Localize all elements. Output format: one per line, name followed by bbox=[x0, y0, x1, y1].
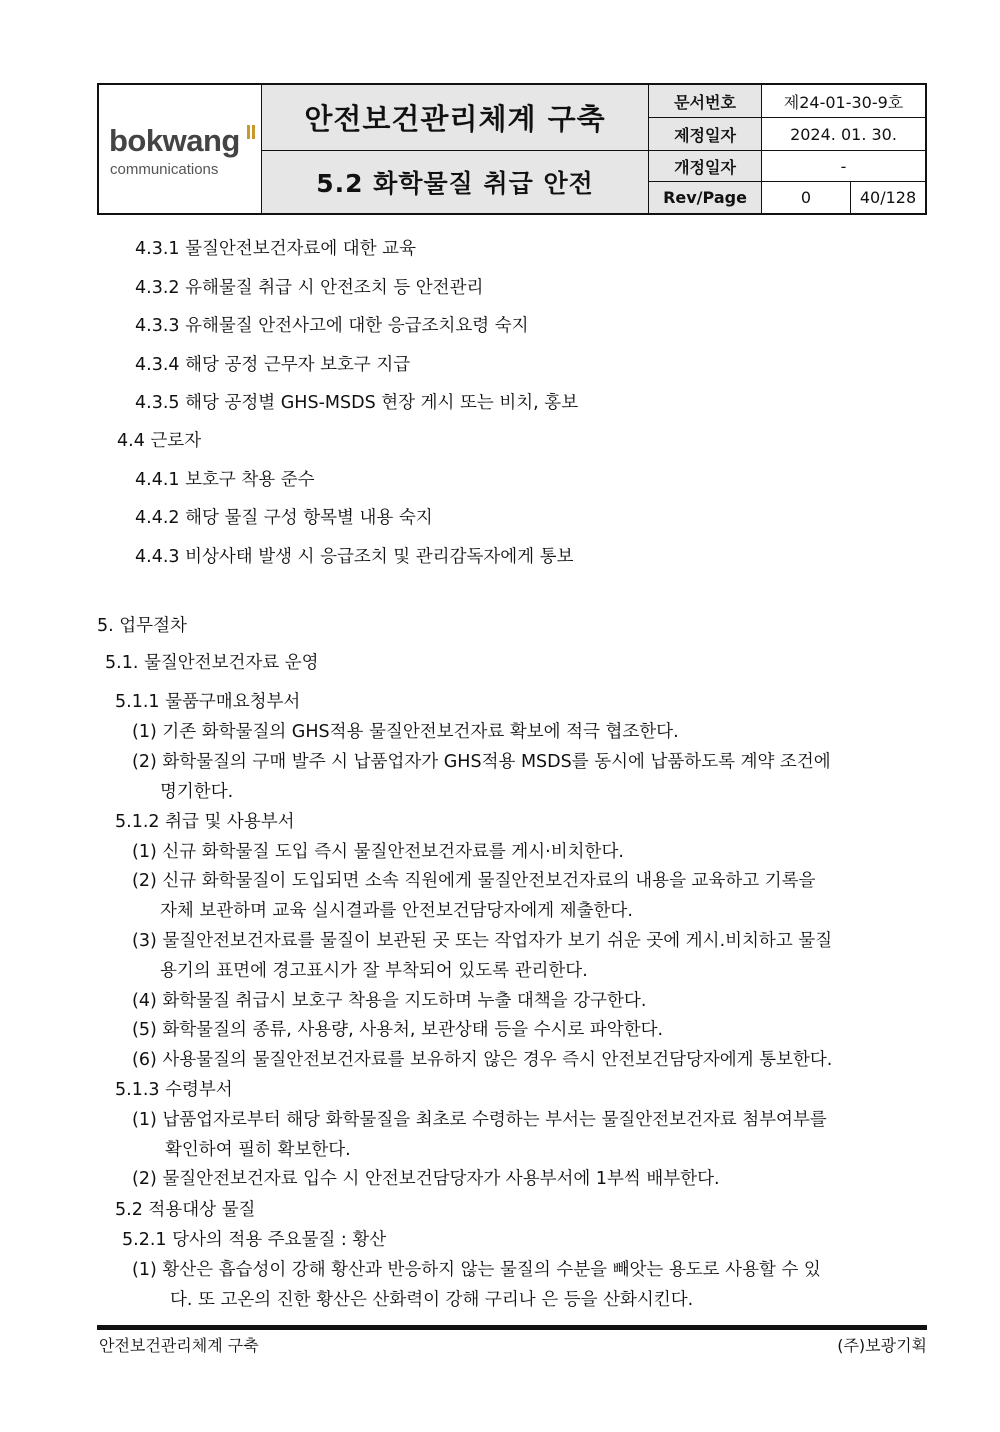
text-line: 4.3.3 유해물질 안전사고에 대한 응급조치요령 숙지 bbox=[135, 316, 529, 336]
footer-document-title: 안전보건관리체계 구축 bbox=[99, 1336, 259, 1355]
meta-value: 2024. 01. 30. bbox=[790, 124, 897, 144]
meta-row-established bbox=[649, 118, 925, 151]
meta-row-rev-page bbox=[649, 182, 925, 213]
section-heading: 5.1. 물질안전보건자료 운영 bbox=[105, 653, 319, 673]
meta-row-revised bbox=[649, 151, 925, 182]
meta-value: - bbox=[840, 156, 847, 176]
text-line-continued: 용기의 표면에 경고표시가 잘 부착되어 있도록 관리한다. bbox=[160, 961, 588, 981]
section-title: 5.2 화학물질 취급 안전 bbox=[262, 151, 649, 213]
company-logo: bokwang bbox=[109, 123, 240, 158]
text-line: (1) 납품업자로부터 해당 화학물질을 최초로 수령하는 부서는 물질안전보건자료 첨부여부를 bbox=[132, 1110, 827, 1130]
meta-label: Rev/Page bbox=[649, 182, 762, 213]
text-line: 4.3.1 물질안전보건자료에 대한 교육 bbox=[135, 239, 416, 259]
document-header bbox=[97, 83, 927, 215]
text-line: (2) 물질안전보건자료 입수 시 안전보건담당자가 사용부서에 1부씩 배부한다. bbox=[132, 1169, 720, 1189]
text-line-continued: 자체 보관하며 교육 실시결과를 안전보건담당자에게 제출한다. bbox=[160, 901, 633, 921]
text-line: (1) 신규 화학물질 도입 즉시 물질안전보건자료를 게시·비치한다. bbox=[132, 842, 624, 862]
subsection-heading: 5.1.2 취급 및 사용부서 bbox=[115, 812, 295, 832]
logo-mark-icon bbox=[247, 125, 256, 139]
footer-company-name: (주)보광기획 bbox=[837, 1336, 927, 1355]
revision-value: 0 bbox=[800, 188, 812, 207]
text-line: (6) 사용물질의 물질안전보건자료를 보유하지 않은 경우 즉시 안전보건담당자에게 통보한다. bbox=[132, 1050, 833, 1070]
page-number: 40/128 bbox=[850, 182, 925, 213]
text-line: 4.3.2 유해물질 취급 시 안전조치 등 안전관리 bbox=[135, 278, 484, 298]
text-line: 4.4.3 비상사태 발생 시 응급조치 및 관리감독자에게 통보 bbox=[135, 547, 574, 567]
meta-label: 개정일자 bbox=[649, 151, 762, 181]
document-title: 안전보건관리체계 구축 bbox=[262, 85, 649, 151]
footer-divider bbox=[97, 1325, 927, 1330]
text-line: (2) 화학물질의 구매 발주 시 납품업자가 GHS적용 MSDS를 동시에 납품하도록 계약 조건에 bbox=[132, 752, 831, 772]
text-line-continued: 명기한다. bbox=[160, 782, 234, 802]
text-line: (1) 황산은 흡습성이 강해 황산과 반응하지 않는 물질의 수분을 빼앗는 용도로 사용할 수 있 bbox=[132, 1260, 821, 1280]
text-line: (5) 화학물질의 종류, 사용량, 사용처, 보관상태 등을 수시로 파악한다. bbox=[132, 1020, 664, 1040]
text-line-continued: 다. 또 고온의 진한 황산은 산화력이 강해 구리나 은 등을 산화시킨다. bbox=[170, 1290, 694, 1310]
section-heading: 5. 업무절차 bbox=[97, 616, 187, 636]
text-line: 4.4.1 보호구 착용 준수 bbox=[135, 470, 315, 490]
text-line-continued: 확인하여 필히 확보한다. bbox=[165, 1140, 351, 1160]
meta-row-doc-number bbox=[649, 85, 925, 118]
subsection-heading: 5.1.1 물품구매요청부서 bbox=[115, 692, 301, 712]
text-line: (2) 신규 화학물질이 도입되면 소속 직원에게 물질안전보건자료의 내용을 교육하고 기록을 bbox=[132, 871, 816, 891]
meta-label: 문서번호 bbox=[649, 85, 762, 117]
text-line: 4.4.2 해당 물질 구성 항목별 내용 숙지 bbox=[135, 508, 433, 528]
meta-value: 제24-01-30-9호 bbox=[783, 92, 904, 112]
logo-cell bbox=[99, 85, 262, 213]
subsection-heading: 5.1.3 수령부서 bbox=[115, 1080, 233, 1100]
subsection-heading: 5.2.1 당사의 적용 주요물질 : 황산 bbox=[122, 1230, 387, 1250]
meta-label: 제정일자 bbox=[649, 118, 762, 150]
text-line: (1) 기존 화학물질의 GHS적용 물질안전보건자료 확보에 적극 협조한다. bbox=[132, 722, 679, 742]
company-logo-subtitle: communications bbox=[110, 161, 219, 178]
section-heading: 5.2 적용대상 물질 bbox=[115, 1200, 256, 1220]
section-heading: 4.4 근로자 bbox=[117, 431, 202, 451]
text-line: 4.3.5 해당 공정별 GHS-MSDS 현장 게시 또는 비치, 홍보 bbox=[135, 393, 579, 413]
text-line: (4) 화학물질 취급시 보호구 착용을 지도하며 누출 대책을 강구한다. bbox=[132, 991, 647, 1011]
text-line: (3) 물질안전보건자료를 물질이 보관된 곳 또는 작업자가 보기 쉬운 곳에 게시.비치하고 물질 bbox=[132, 931, 833, 951]
text-line: 4.3.4 해당 공정 근무자 보호구 지급 bbox=[135, 355, 411, 375]
